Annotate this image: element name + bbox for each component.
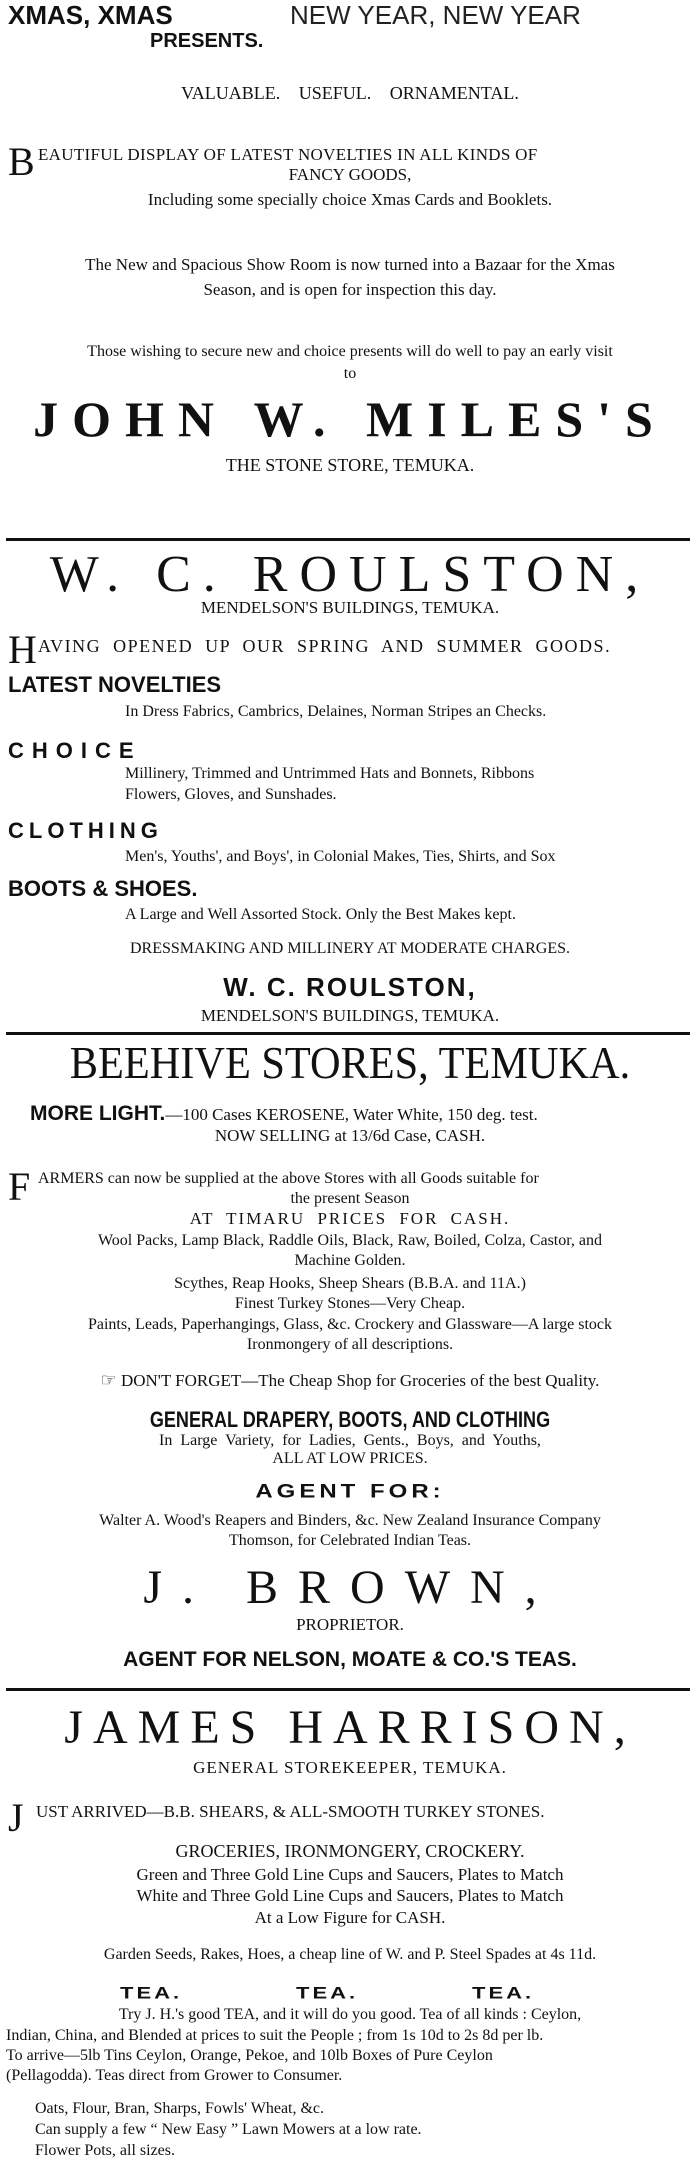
drapery-line2: ALL AT LOW PRICES. <box>272 1450 428 1467</box>
farmers-line1: ARMERS can now be supplied at the above Stores with all Goods suitable for <box>38 1170 539 1187</box>
tea-heading-3: TEA. <box>472 1983 535 2002</box>
tea-line2: Indian, China, and Blended at prices to suit the People ; from 1s 10d to 2s 8d per lb. <box>6 2027 544 2044</box>
cups-line2: White and Three Gold Line Cups and Saucers, Plates to Match <box>136 1886 564 1905</box>
tea-heading-2: TEA. <box>296 1983 359 2002</box>
harrison-name: JAMES HARRISON, <box>64 1701 636 1754</box>
tea-heading-1: TEA. <box>120 1983 183 2002</box>
garden-seeds: Garden Seeds, Rakes, Hoes, a cheap line of W. and P. Steel Spades at 4s 11d. <box>103 1946 597 1963</box>
flower-pots-line: Flower Pots, all sizes. <box>35 2142 175 2159</box>
pointing-hand-icon: ☞ <box>100 1370 117 1390</box>
scythes: Scythes, Reap Hooks, Sheep Shears (B.B.A. and 11A.) <box>174 1275 526 1292</box>
roulston-address-2: MENDELSON'S BUILDINGS, TEMUKA. <box>200 1006 500 1025</box>
agent-line1: Walter A. Wood's Reapers and Binders, &c. New Zealand Insurance Company <box>99 1512 601 1529</box>
dropcap-j: J <box>8 1795 24 1840</box>
kerosene-text: —100 Cases KEROSENE, Water White, 150 deg. test. <box>165 1105 538 1124</box>
clothing-text: Men's, Youths', and Boys', in Colonial Makes, Ties, Shirts, and Sox <box>125 848 556 865</box>
choice-heading: CHOICE <box>8 738 142 763</box>
oats-line: Oats, Flour, Bran, Sharps, Fowls' Wheat, &c. <box>35 2100 325 2117</box>
mowers-line: Can supply a few “ New Easy ” Lawn Mowers at a low rate. <box>35 2121 422 2138</box>
more-light-heading: MORE LIGHT. <box>30 1102 166 1125</box>
boots-heading: BOOTS & SHOES. <box>8 876 198 901</box>
brown-name: J. BROWN, <box>143 1561 557 1614</box>
tagline: VALUABLE. USEFUL. ORNAMENTAL. <box>181 83 519 103</box>
timaru-prices: AT TIMARU PRICES FOR CASH. <box>189 1209 511 1228</box>
tea-line3: To arrive—5lb Tins Ceylon, Orange, Pekoe, and 10lb Boxes of Pure Ceylon <box>6 2047 493 2064</box>
xmas-heading: XMAS, XMAS <box>8 0 173 30</box>
agent-for-heading: AGENT FOR: <box>255 1480 445 1503</box>
dont-forget <box>0 1370 700 1391</box>
dropcap-h: H <box>8 627 37 672</box>
ironmongery: Ironmongery of all descriptions. <box>246 1336 454 1353</box>
tea-line1: Try J. H.'s good TEA, and it will do you good. Tea of all kinds : Ceylon, <box>118 2006 582 2023</box>
choice-text-1: Millinery, Trimmed and Untrimmed Hats and Bonnets, Ribbons <box>125 765 535 782</box>
roulston-intro: AVING OPENED UP OUR SPRING AND SUMMER GOODS. <box>38 636 612 656</box>
showroom-line1: The New and Spacious Show Room is now turned into a Bazaar for the Xmas <box>85 255 615 274</box>
nelson-moate: AGENT FOR NELSON, MOATE & CO.'S TEAS. <box>123 1648 577 1671</box>
roulston-name-2: W. C. ROULSTON, <box>223 972 477 1002</box>
wool-packs: Wool Packs, Lamp Black, Raddle Oils, Black, Raw, Boiled, Colza, Castor, and <box>97 1232 603 1249</box>
novelties-line1: EAUTIFUL DISPLAY OF LATEST NOVELTIES IN ALL KINDS OF <box>38 145 538 164</box>
just-arrived: UST ARRIVED—B.B. SHEARS, & ALL-SMOOTH TURKEY STONES. <box>36 1802 545 1821</box>
new-year-heading: NEW YEAR, NEW YEAR <box>290 0 581 30</box>
clothing-heading: CLOTHING <box>8 818 163 843</box>
beehive-title: BEEHIVE STORES, TEMUKA. <box>69 1037 631 1088</box>
machine-golden: Machine Golden. <box>294 1252 406 1269</box>
visit-line1: Those wishing to secure new and choice presents will do well to pay an early visit <box>87 343 613 360</box>
stone-store: THE STONE STORE, TEMUKA. <box>225 455 475 475</box>
harrison-sub: GENERAL STOREKEEPER, TEMUKA. <box>193 1758 507 1777</box>
turkey-stones: Finest Turkey Stones—Very Cheap. <box>234 1295 466 1312</box>
dropcap-f: F <box>8 1164 31 1209</box>
showroom-line2: Season, and is open for inspection this day. <box>203 280 497 299</box>
roulston-name: W. C. ROULSTON, <box>49 546 651 603</box>
john-miles-name: JOHN W. MILES'S <box>33 391 667 447</box>
choice-text-2: Flowers, Gloves, and Sunshades. <box>125 786 337 803</box>
cups-line1: Green and Three Gold Line Cups and Saucers, Plates to Match <box>136 1865 564 1884</box>
dressmaking-line: DRESSMAKING AND MILLINERY AT MODERATE CHARGES. <box>129 940 571 957</box>
boots-text: A Large and Well Assorted Stock. Only the Best Makes kept. <box>125 906 516 923</box>
novelties-line3: Including some specially choice Xmas Cards and Booklets. <box>147 190 553 209</box>
tea-line4: (Pellagodda). Teas direct from Grower to Consumer. <box>6 2067 343 2084</box>
groceries-heading: GROCERIES, IRONMONGERY, CROCKERY. <box>175 1841 525 1861</box>
now-selling: NOW SELLING at 13/6d Case, CASH. <box>214 1126 486 1145</box>
divider-1 <box>6 538 690 541</box>
latest-novelties-heading: LATEST NOVELTIES <box>8 672 222 697</box>
novelties-line2: FANCY GOODS, <box>288 165 412 184</box>
paints-leads: Paints, Leads, Paperhangings, Glass, &c. Crockery and Glassware—A large stock <box>87 1316 613 1333</box>
roulston-address: MENDELSON'S BUILDINGS, TEMUKA. <box>200 598 500 617</box>
farmers-line2: the present Season <box>290 1190 410 1207</box>
drapery-heading: GENERAL DRAPERY, BOOTS, AND CLOTHING <box>149 1407 551 1432</box>
latest-novelties-text: In Dress Fabrics, Cambrics, Delaines, Norman Stripes an Checks. <box>125 703 547 720</box>
dropcap-b: B <box>8 139 35 184</box>
cups-line3: At a Low Figure for CASH. <box>254 1908 446 1927</box>
divider-3 <box>6 1688 690 1691</box>
proprietor: PROPRIETOR. <box>296 1615 404 1634</box>
dont-forget-text: DON'T FORGET—The Cheap Shop for Groceries of the best Quality. <box>120 1371 600 1390</box>
visit-line2: to <box>343 365 357 382</box>
divider-2 <box>6 1032 690 1035</box>
agent-line2: Thomson, for Celebrated Indian Teas. <box>228 1532 472 1549</box>
presents-heading: PRESENTS. <box>150 30 264 52</box>
drapery-line1: In Large Variety, for Ladies, Gents., Boys, and Youths, <box>159 1432 541 1449</box>
